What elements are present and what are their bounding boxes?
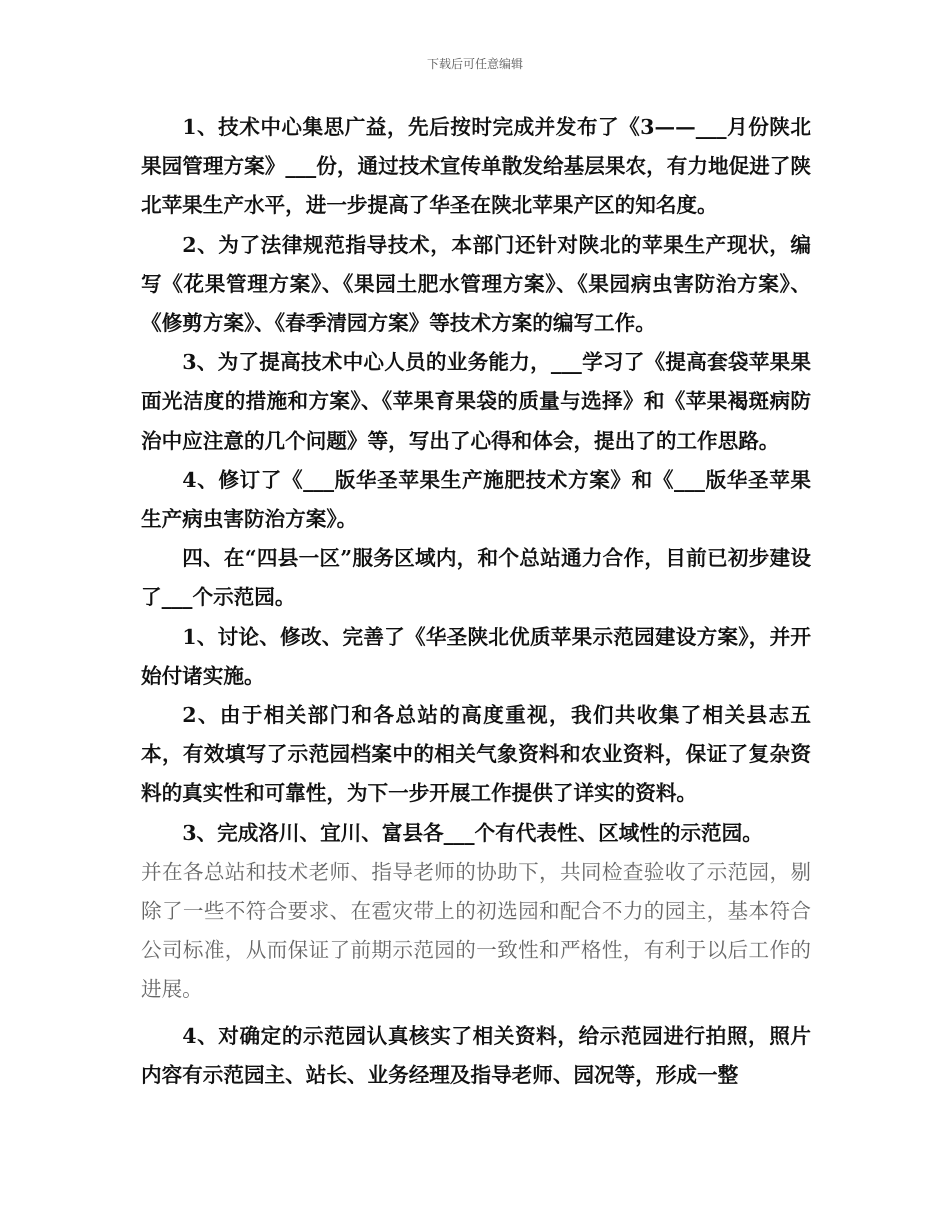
paragraph-5: 四、在“四县一区”服务区域内，和个总站通力合作，目前已初步建设了___个示范园。 — [141, 546, 811, 610]
paragraph-1: 1、技术中心集思广益，先后按时完成并发布了《3——___月份陕北果园管理方案》___份，通过技术宣传单散发给基层果农，有力地促进了陕北苹果生产水平，进一步提高了华圣在陕北苹果产区的知名度。 — [141, 115, 811, 218]
paragraph-3: 3、为了提高技术中心人员的业务能力，___学习了《提高套袋苹果果面光洁度的措施和方案》、《苹果育果袋的质量与选择》和《苹果褐斑病防治中应注意的几个问题》等，写出了心得和体会，提出了的工作思路。 — [141, 350, 811, 453]
document-body — [141, 108, 811, 1095]
paragraph-2: 2、为了法律规范指导技术，本部门还针对陕北的苹果生产现状，编写《花果管理方案》、《果园土肥水管理方案》、《果园病虫害防治方案》、《修剪方案》、《春季清园方案》等技术方案的编写工作。 — [141, 232, 811, 336]
header-note: 下载后可任意编辑 — [426, 57, 523, 71]
paragraph-6: 1、讨论、修改、完善了《华圣陕北优质苹果示范园建设方案》，并开始付诸实施。 — [141, 624, 811, 688]
paragraph-7: 2、由于相关部门和各总站的高度重视，我们共收集了相关县志五本，有效填写了示范园档案中的相关气象资料和农业资料，保证了复杂资料的真实性和可靠性，为下一步开展工作提供了详实的资料。 — [141, 703, 811, 806]
paragraph-9: 并在各总站和技术老师、指导老师的协助下，共同检查验收了示范园，剔除了一些不符合要求、在雹灾带上的初选园和配合不力的园主，基本符合公司标准，从而保证了前期示范园的一致性和严格性，有利于以后工作的进展。 — [141, 859, 811, 1002]
paragraph-4: 4、修订了《___版华圣苹果生产施肥技术方案》和《___版华圣苹果生产病虫害防治方案》。 — [141, 467, 811, 532]
paragraph-10: 4、对确定的示范园认真核实了相关资料，给示范园进行拍照，照片内容有示范园主、站长、业务经理及指导老师、园况等，形成一整 — [141, 1023, 811, 1087]
paragraph-8: 3、完成洛川、宜川、富县各___个有代表性、区域性的示范园。 — [182, 820, 763, 845]
